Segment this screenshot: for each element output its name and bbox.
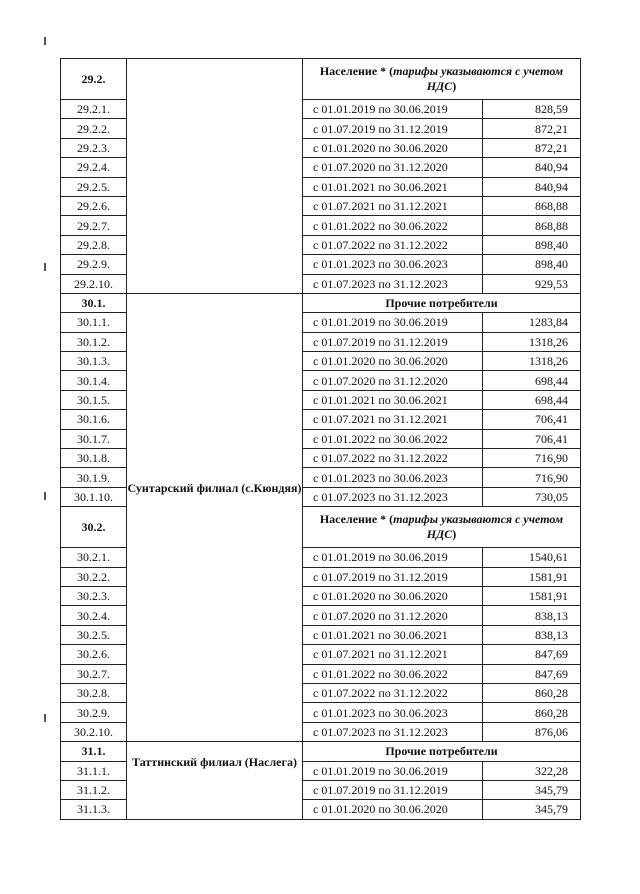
table-row [61,100,581,119]
branch-cell [127,216,303,235]
table-row [61,177,581,196]
row-value: 1318,26 [483,352,581,371]
row-value: 730,05 [483,487,581,506]
branch-cell [127,664,303,683]
table-row [61,664,581,683]
row-value: 1283,84 [483,313,581,332]
group-title [303,293,581,312]
row-value: 840,94 [483,177,581,196]
row-value: 860,28 [483,683,581,702]
row-number: 30.1.1. [61,313,127,332]
branch-cell [127,196,303,215]
group-header-row [61,59,581,100]
row-number: 29.2.5. [61,177,127,196]
row-period: с 01.01.2021 по 30.06.2021 [303,625,483,644]
row-period: с 01.01.2020 по 30.06.2020 [303,800,483,819]
row-value: 706,41 [483,410,581,429]
row-period: с 01.01.2023 по 30.06.2023 [303,468,483,487]
table-row [61,800,581,819]
row-value: 698,44 [483,390,581,409]
group-title-text: Прочие потребители [385,743,498,758]
row-value: 706,41 [483,429,581,448]
margin-mark [44,714,46,722]
group-number: 31.1. [61,742,127,761]
row-period: с 01.01.2020 по 30.06.2020 [303,586,483,605]
table-row [61,429,581,448]
group-title-text: Население * ( [319,512,394,527]
row-value: 872,21 [483,119,581,138]
branch-cell [127,410,303,429]
branch-cell [127,800,303,819]
row-period: с 01.07.2019 по 31.12.2019 [303,119,483,138]
row-number: 30.1.4. [61,371,127,390]
row-number: 29.2.1. [61,100,127,119]
row-value: 868,88 [483,196,581,215]
table-row [61,410,581,429]
branch-cell [127,390,303,409]
branch-name [127,755,303,780]
group-title [303,507,581,548]
branch-cell [127,158,303,177]
branch-cell [127,352,303,371]
row-period: с 01.01.2020 по 30.06.2020 [303,138,483,157]
row-period: с 01.07.2020 по 31.12.2020 [303,158,483,177]
row-period: с 01.07.2021 по 31.12.2021 [303,645,483,664]
branch-cell [127,548,303,567]
row-number: 30.2.2. [61,567,127,586]
row-period: с 01.01.2021 по 30.06.2021 [303,177,483,196]
row-value: 1318,26 [483,332,581,351]
table-row [61,606,581,625]
row-period: с 01.01.2020 по 30.06.2020 [303,352,483,371]
branch-cell [127,313,303,332]
row-value: 345,79 [483,780,581,799]
table-row [61,487,581,506]
branch-cell [127,429,303,448]
row-period: с 01.07.2020 по 31.12.2020 [303,371,483,390]
branch-name-text: Таттинский филиал (Наслега) [132,755,297,769]
table-row [61,722,581,741]
row-period: с 01.01.2022 по 30.06.2022 [303,216,483,235]
table-row [61,313,581,332]
table-row [61,332,581,351]
row-number: 30.2.7. [61,664,127,683]
row-number: 30.1.3. [61,352,127,371]
row-number: 30.1.2. [61,332,127,351]
branch-cell [127,59,303,100]
group-title [303,742,581,761]
branch-cell [127,507,303,548]
table-row [61,567,581,586]
branch-cell [127,606,303,625]
branch-cell [127,586,303,605]
branch-cell [127,177,303,196]
row-value: 872,21 [483,138,581,157]
group-title [303,59,581,100]
row-value: 838,13 [483,625,581,644]
group-header-row [61,293,581,312]
row-value: 698,44 [483,371,581,390]
row-number: 31.1.2. [61,780,127,799]
row-value: 868,88 [483,216,581,235]
row-value: 847,69 [483,664,581,683]
table-row [61,390,581,409]
row-value: 876,06 [483,722,581,741]
branch-cell [127,293,303,312]
row-number: 30.2.3. [61,586,127,605]
branch-cell [127,722,303,741]
margin-mark [44,37,46,45]
row-value: 322,28 [483,761,581,780]
row-value: 1581,91 [483,586,581,605]
row-value: 898,40 [483,255,581,274]
table-row [61,119,581,138]
row-number: 30.1.7. [61,429,127,448]
row-period: с 01.07.2023 по 31.12.2023 [303,274,483,293]
table-row [61,352,581,371]
row-number: 29.2.4. [61,158,127,177]
row-number: 29.2.6. [61,196,127,215]
row-number: 31.1.1. [61,761,127,780]
table-row [61,255,581,274]
tariff-table [60,58,581,820]
row-number: 30.1.6. [61,410,127,429]
row-number: 29.2.7. [61,216,127,235]
group-title-text: Население * ( [319,64,394,78]
row-period: с 01.01.2022 по 30.06.2022 [303,664,483,683]
row-value: 840,94 [483,158,581,177]
row-value: 860,28 [483,703,581,722]
branch-cell [127,567,303,586]
row-number: 30.2.10. [61,722,127,741]
branch-cell [127,703,303,722]
row-period: с 01.07.2021 по 31.12.2021 [303,196,483,215]
branch-cell [127,100,303,119]
row-number: 29.2.3. [61,138,127,157]
row-period: с 01.07.2020 по 31.12.2020 [303,606,483,625]
row-period: с 01.07.2022 по 31.12.2022 [303,683,483,702]
group-title-note: тарифы указываются с учетом НДС [393,512,564,542]
row-value: 1540,61 [483,548,581,567]
row-period: с 01.01.2022 по 30.06.2022 [303,429,483,448]
row-period: с 01.01.2023 по 30.06.2023 [303,703,483,722]
row-value: 838,13 [483,606,581,625]
table-row [61,371,581,390]
row-number: 29.2.8. [61,235,127,254]
branch-cell [127,449,303,468]
table-row [61,645,581,664]
row-number: 29.2.2. [61,119,127,138]
branch-cell [127,645,303,664]
row-number: 30.1.8. [61,449,127,468]
row-value: 716,90 [483,449,581,468]
table-row [61,449,581,468]
group-number: 30.1. [61,293,127,312]
row-period: с 01.01.2019 по 30.06.2019 [303,761,483,780]
row-number: 29.2.10. [61,274,127,293]
branch-name-text: Сунтарский филиал (с.Кюндяя) [127,481,302,496]
table-row [61,274,581,293]
row-number: 29.2.9. [61,255,127,274]
table-row [61,216,581,235]
branch-cell [127,274,303,293]
table-row [61,625,581,644]
row-period: с 01.07.2019 по 31.12.2019 [303,567,483,586]
row-number: 30.2.4. [61,606,127,625]
table-row [61,586,581,605]
row-value: 1581,91 [483,567,581,586]
group-title-text: Прочие потребители [385,295,498,310]
group-title-end: ) [452,79,457,93]
table-row [61,761,581,780]
row-period: с 01.01.2019 по 30.06.2019 [303,100,483,119]
row-number: 30.2.1. [61,548,127,567]
branch-cell [127,683,303,702]
branch-cell [127,119,303,138]
row-period: с 01.07.2022 по 31.12.2022 [303,449,483,468]
row-number: 30.1.9. [61,468,127,487]
margin-mark [44,263,46,271]
row-period: с 01.01.2019 по 30.06.2019 [303,313,483,332]
row-value: 828,59 [483,100,581,119]
row-value: 847,69 [483,645,581,664]
group-title-note: тарифы указываются с учетом НДС [393,64,564,93]
row-period: с 01.01.2023 по 30.06.2023 [303,255,483,274]
table-row [61,235,581,254]
row-period: с 01.07.2021 по 31.12.2021 [303,410,483,429]
row-number: 30.2.8. [61,683,127,702]
group-header-row [61,507,581,548]
group-number: 30.2. [61,507,127,548]
row-number: 31.1.3. [61,800,127,819]
branch-cell [127,371,303,390]
table-row [61,683,581,702]
row-value: 345,79 [483,800,581,819]
branch-cell [127,780,303,799]
row-period: с 01.07.2023 по 31.12.2023 [303,487,483,506]
branch-cell [127,138,303,157]
group-title-end: ) [452,527,457,542]
branch-cell [127,255,303,274]
row-value: 898,40 [483,235,581,254]
table-row [61,780,581,799]
group-number: 29.2. [61,59,127,100]
row-period: с 01.01.2019 по 30.06.2019 [303,548,483,567]
table-row [61,196,581,215]
row-number: 30.2.5. [61,625,127,644]
row-number: 30.1.10. [61,487,127,506]
table-row [61,138,581,157]
row-value: 929,53 [483,274,581,293]
table-row [61,703,581,722]
row-period: с 01.07.2019 по 31.12.2019 [303,780,483,799]
row-period: с 01.01.2021 по 30.06.2021 [303,390,483,409]
row-value: 716,90 [483,468,581,487]
branch-cell [127,332,303,351]
row-number: 30.2.6. [61,645,127,664]
row-number: 30.2.9. [61,703,127,722]
table-row [61,548,581,567]
table-row [61,158,581,177]
row-period: с 01.07.2019 по 31.12.2019 [303,332,483,351]
row-period: с 01.07.2022 по 31.12.2022 [303,235,483,254]
row-number: 30.1.5. [61,390,127,409]
branch-cell [127,235,303,254]
row-period: с 01.07.2023 по 31.12.2023 [303,722,483,741]
branch-cell [127,625,303,644]
margin-mark [44,492,46,500]
branch-name [127,481,303,506]
